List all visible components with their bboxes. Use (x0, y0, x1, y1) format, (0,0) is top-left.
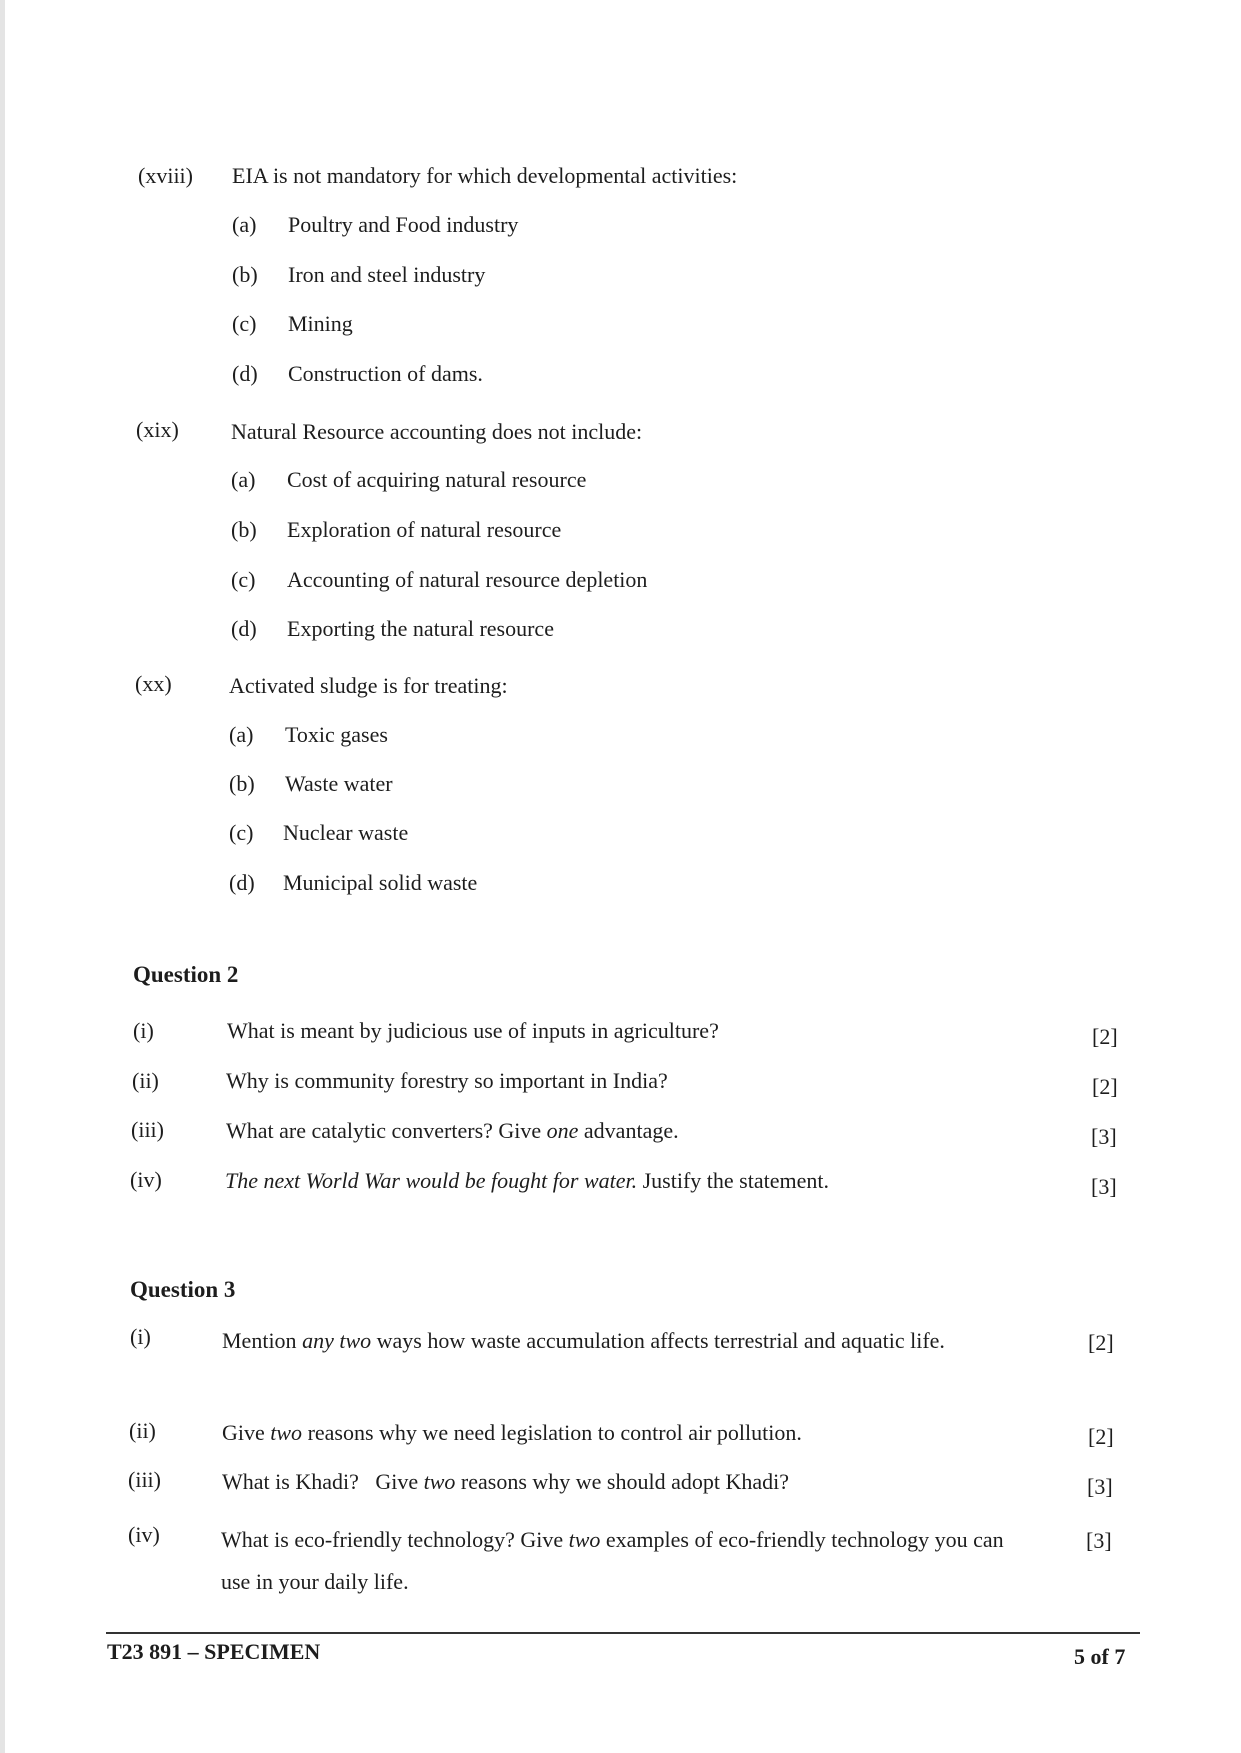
sub-question-number: (i) (133, 1018, 154, 1043)
emphasis: any two (302, 1328, 372, 1353)
sub-question-text (222, 1320, 1032, 1362)
option-label: (b) (231, 517, 257, 542)
marks: [2] (1088, 1330, 1114, 1355)
text-part: examples of eco-friendly technology you can use in your daily life. (221, 1527, 1004, 1594)
option-text: Poultry and Food industry (288, 212, 519, 237)
option-text: Mining (288, 311, 353, 336)
question-number: (xviii) (138, 163, 193, 188)
text-part: ways how waste accumulation affects terrestrial and aquatic life. (371, 1328, 945, 1353)
text-part: reasons why we should adopt Khadi? (455, 1469, 790, 1494)
text-part: reasons why we need legislation to control air pollution. (302, 1420, 802, 1445)
option-label: (c) (232, 311, 257, 336)
option-text: Exporting the natural resource (287, 616, 554, 641)
sub-question-text: What is meant by judicious use of inputs in agriculture? (227, 1018, 719, 1043)
question-text: EIA is not mandatory for which developmental activities: (232, 163, 738, 188)
marks: [3] (1087, 1474, 1113, 1499)
emphasis: two (568, 1527, 601, 1552)
sub-question-number: (iii) (131, 1117, 164, 1142)
option-label: (d) (229, 870, 255, 895)
footer-rule (106, 1632, 1140, 1634)
option-label: (a) (229, 722, 254, 747)
scan-edge (0, 0, 5, 1753)
option-text: Construction of dams. (288, 361, 483, 386)
footer-page-number: 5 of 7 (1074, 1644, 1126, 1669)
text-part: Give (222, 1420, 271, 1445)
option-label: (d) (232, 361, 258, 386)
emphasis: The next World War would be fought for water. (225, 1168, 638, 1193)
sub-question-number: (iv) (128, 1522, 160, 1547)
text-part: Mention (222, 1328, 303, 1353)
text-part: Justify the statement. (637, 1168, 829, 1193)
sub-question-text: Why is community forestry so important in India? (226, 1068, 668, 1093)
sub-question-text (222, 1469, 789, 1495)
option-label: (a) (232, 212, 257, 237)
option-label: (b) (232, 262, 258, 287)
section-heading: Question 2 (133, 962, 239, 987)
sub-question-number: (ii) (129, 1418, 156, 1443)
option-text: Accounting of natural resource depletion (287, 567, 648, 592)
marks: [3] (1091, 1174, 1117, 1199)
option-text: Toxic gases (285, 722, 388, 747)
option-label: (b) (229, 771, 255, 796)
marks: [3] (1086, 1528, 1112, 1553)
text-part: What is Khadi? Give (222, 1469, 424, 1494)
option-text: Cost of acquiring natural resource (287, 467, 587, 492)
emphasis: two (423, 1469, 456, 1494)
sub-question-number: (i) (130, 1324, 151, 1349)
sub-question-text (225, 1168, 829, 1194)
sub-question-number: (iv) (130, 1167, 162, 1192)
option-text: Municipal solid waste (283, 870, 478, 895)
option-text: Exploration of natural resource (287, 517, 562, 542)
option-label: (a) (231, 467, 256, 492)
option-text: Nuclear waste (283, 820, 409, 845)
option-label: (d) (231, 616, 257, 641)
question-text: Activated sludge is for treating: (229, 673, 508, 698)
emphasis: two (270, 1420, 303, 1445)
sub-question-text (221, 1519, 1031, 1603)
question-number: (xx) (135, 671, 172, 696)
marks: [2] (1092, 1024, 1118, 1049)
emphasis: one (546, 1118, 579, 1143)
sub-question-text (226, 1118, 679, 1144)
marks: [2] (1092, 1074, 1118, 1099)
sub-question-number: (ii) (132, 1068, 159, 1093)
marks: [2] (1088, 1424, 1114, 1449)
question-text: Natural Resource accounting does not include: (231, 419, 643, 444)
option-label: (c) (231, 567, 256, 592)
question-number: (xix) (136, 417, 179, 442)
option-label: (c) (229, 820, 254, 845)
sub-question-text (222, 1420, 802, 1446)
footer-paper-code: T23 891 – SPECIMEN (107, 1639, 321, 1664)
sub-question-number: (iii) (128, 1467, 161, 1492)
option-text: Waste water (285, 771, 393, 796)
text-part: What is eco-friendly technology? Give (221, 1527, 569, 1552)
marks: [3] (1091, 1124, 1117, 1149)
section-heading: Question 3 (130, 1277, 236, 1302)
text-part: What are catalytic converters? Give (226, 1118, 547, 1143)
option-text: Iron and steel industry (288, 262, 486, 287)
text-part: advantage. (578, 1118, 679, 1143)
